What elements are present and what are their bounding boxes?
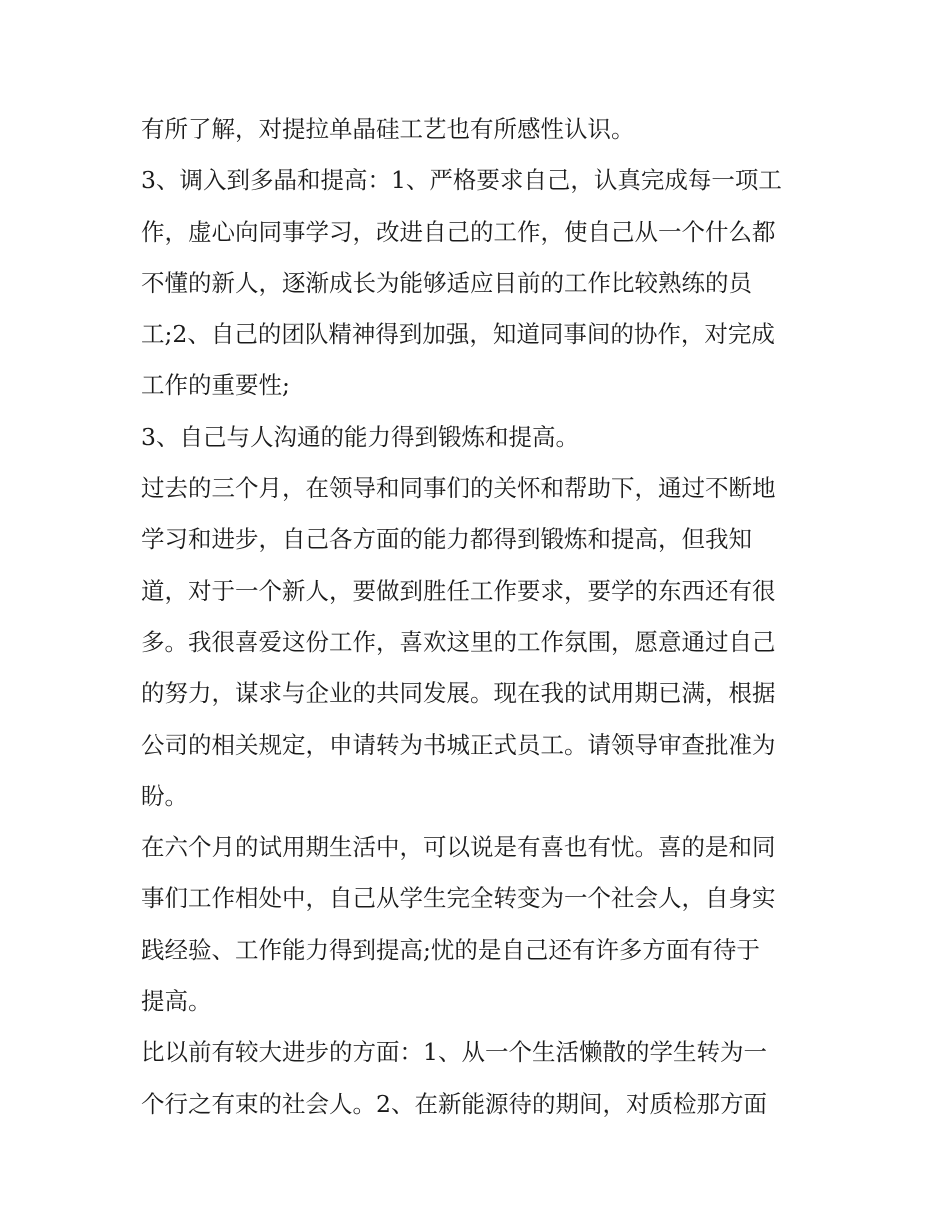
text-line: 事们工作相处中，自己从学生完全转变为一个社会人，自身实	[141, 884, 776, 913]
text-line: 过去的三个月，在领导和同事们的关怀和帮助下，通过不断地	[141, 474, 776, 503]
text-line: 提高。	[141, 987, 212, 1016]
text-line: 的努力，谋求与企业的共同发展。现在我的试用期已满，根据	[141, 679, 776, 708]
text-line: 道，对于一个新人，要做到胜任工作要求，要学的东西还有很	[141, 576, 776, 605]
text-line: 践经验、工作能力得到提高;忧的是自己还有许多方面有待于	[141, 935, 760, 964]
text-line: 3、自己与人沟通的能力得到锻炼和提高。	[141, 422, 579, 451]
text-line: 多。我很喜爱这份工作，喜欢这里的工作氛围，愿意通过自己	[141, 627, 776, 656]
text-line: 学习和进步，自己各方面的能力都得到锻炼和提高，但我知	[141, 525, 752, 554]
text-line: 不懂的新人，逐渐成长为能够适应目前的工作比较熟练的员	[141, 268, 752, 297]
text-line: 盼。	[141, 781, 188, 810]
text-line: 在六个月的试用期生活中，可以说是有喜也有忧。喜的是和同	[141, 833, 776, 862]
text-line: 公司的相关规定，申请转为书城正式员工。请领导审查批准为	[141, 730, 776, 759]
text-line: 作，虚心向同事学习，改进自己的工作，使自己从一个什么都	[141, 217, 776, 246]
text-line: 3、调入到多晶和提高：1、严格要求自己，认真完成每一项工	[141, 166, 782, 195]
document-body	[141, 104, 821, 1130]
text-line: 个行之有束的社会人。2、在新能源待的期间，对质检那方面	[141, 1089, 767, 1118]
text-line: 有所了解，对提拉单晶硅工艺也有所感性认识。	[141, 115, 635, 143]
text-line: 工;2、自己的团队精神得到加强，知道同事间的协作，对完成	[141, 320, 775, 349]
text-line: 比以前有较大进步的方面：1、从一个生活懒散的学生转为一	[141, 1038, 767, 1067]
text-line: 工作的重要性;	[141, 371, 290, 400]
